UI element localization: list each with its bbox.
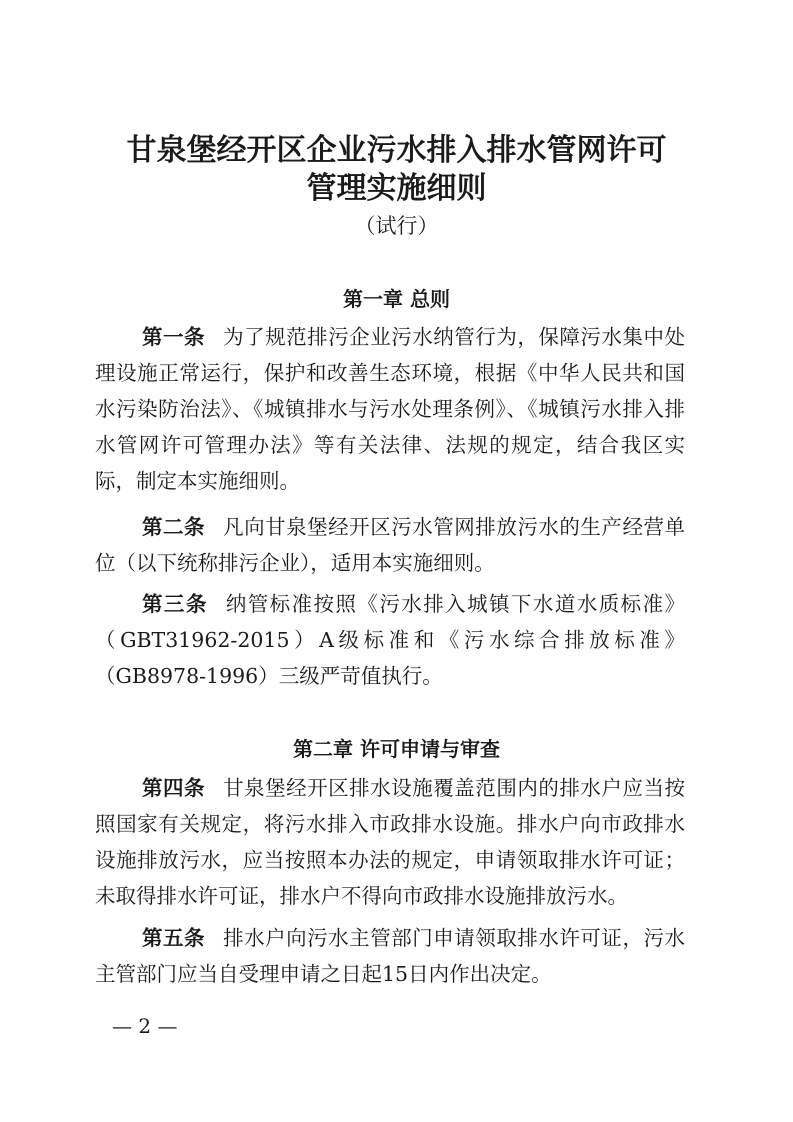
article-3: [95, 586, 685, 694]
article-label: 第一条: [142, 325, 206, 349]
article-label: 第五条: [142, 926, 206, 950]
document-subtitle: （试行）: [354, 214, 439, 238]
chapter-heading-1: 第一章 总则: [343, 287, 450, 311]
article-text: 甘泉堡经开区排水设施覆盖范围内的排水户应当按照国家有关规定，将污水排入市政排水设施。排水户向市政排水设施排放污水，应当按照本办法的规定，申请领取排水许可证；未取得排水许可证，排水户不得向市政排水设施排放污水。: [95, 776, 685, 908]
article-text: 排水户向污水主管部门申请领取排水许可证，污水主管部门应当自受理申请之日起15日内作出决定。: [95, 926, 685, 986]
document-title-line-1: 甘泉堡经开区企业污水排入排水管网许可: [126, 133, 667, 168]
article-label: 第三条: [142, 592, 208, 616]
article-label: 第四条: [142, 776, 206, 800]
article-text: 纳管标准按照《污水排入城镇下水道水质标准》（GBT31962-2015）A级标准和《污水综合排放标准》（GB8978-1996）三级严苛值执行。: [95, 592, 686, 688]
page-number: — 2 —: [112, 1014, 178, 1038]
article-text: 为了规范排污企业污水纳管行为，保障污水集中处理设施正常运行，保护和改善生态环境，根据《中华人民共和国水污染防治法》、《城镇排水与污水处理条例》、《城镇污水排入排水管网许可管理办法》等有关法律、法规的规定，结合我区实际，制定本实施细则。: [95, 325, 685, 493]
article-5: [95, 920, 685, 992]
article-text: 凡向甘泉堡经开区污水管网排放污水的生产经营单位（以下统称排污企业），适用本实施细则。: [95, 515, 685, 575]
chapter-heading-2: 第二章 许可申请与审查: [293, 737, 500, 761]
article-label: 第二条: [142, 515, 206, 539]
document-title-line-2: 管理实施细则: [306, 171, 487, 206]
article-1: [95, 319, 685, 499]
article-2: [95, 509, 685, 581]
article-4: [95, 770, 685, 914]
